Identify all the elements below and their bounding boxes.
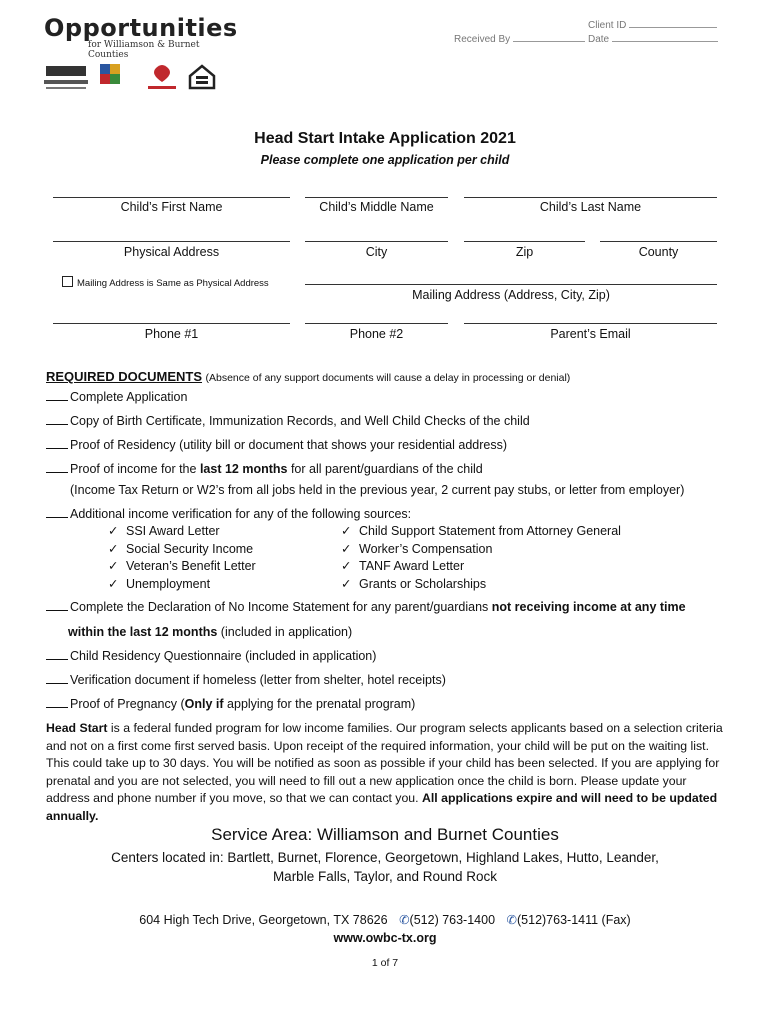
footer-phone: (512) 763-1400 [409,913,496,927]
req-item-birth-certificate [46,413,530,429]
city-label: City [365,245,388,259]
client-id-label: Client ID [588,20,627,31]
req-item-pregnancy [46,696,415,712]
fax-icon: ✆ [506,913,517,927]
source-item [108,523,220,538]
req-item-residency-questionnaire [46,648,376,664]
mailing-same-checkbox[interactable] [62,276,269,289]
req-item-label: Proof of Residency (utility bill or document that shows your residential address) [70,438,508,452]
received-by-field[interactable] [454,31,585,45]
required-heading-title: REQUIRED DOCUMENTS [46,369,203,384]
req-item-no-income [46,599,686,615]
mailing-address-label: Mailing Address (Address, City, Zip) [412,288,610,302]
client-id-field[interactable] [588,17,717,31]
received-by-label: Received By [454,34,511,45]
req-item-label: Copy of Birth Certificate, Immunization Records, and Well Child Checks of the child [70,414,530,428]
page-number: 1 of 7 [371,957,399,969]
source-label: Veteran’s Benefit Letter [126,559,256,573]
program-name: Head Start [46,721,108,735]
checkmark-icon: ✓ [108,524,119,538]
checkmark-icon: ✓ [341,559,352,573]
req-item-label: Complete the Declaration of No Income Statement for any parent/guardians [70,600,492,614]
source-item [341,558,464,573]
client-id-line [629,17,717,28]
page-subtitle: Please complete one application per child [260,153,510,167]
footer-address: 604 High Tech Drive, Georgetown, TX 78626 [139,913,388,927]
source-label: Child Support Statement from Attorney General [359,524,621,538]
source-label: Unemployment [126,577,211,591]
logo-subtitle: for Williamson & Burnet Counties [88,40,200,60]
required-heading [46,369,570,386]
checkmark-icon: ✓ [108,542,119,556]
req-item-label: Additional income verification for any of the following sources: [70,507,412,521]
checkmark-icon: ✓ [108,559,119,573]
req-item-application [46,389,187,405]
middle-name-input[interactable] [305,197,448,198]
logo [44,14,238,60]
req-item-income [46,461,483,477]
last-name-label: Child’s Last Name [539,200,642,214]
program-description [46,720,726,825]
footer-website[interactable]: www.owbc-tx.org [333,931,437,945]
checkmark-icon: ✓ [341,542,352,556]
req-item-residency [46,437,507,453]
service-centers [0,848,770,886]
date-line [612,31,718,42]
req-item-label: Proof of Pregnancy ( [70,697,185,711]
source-item [341,576,486,591]
program-expiry-note: All applications expire and will need to be updated annually. [46,791,718,823]
req-item-additional-income [46,506,411,522]
footer-fax: (512)763-1411 (Fax) [517,913,631,927]
phone2-label: Phone #2 [349,327,404,341]
physical-address-input[interactable] [53,241,290,242]
source-label: Grants or Scholarships [359,577,487,591]
phone2-input[interactable] [305,323,448,324]
source-item [108,576,210,591]
checkbox-icon[interactable] [62,276,73,287]
last-name-input[interactable] [464,197,717,198]
req-item-label: Verification document if homeless (letter from shelter, hotel receipts) [70,673,446,687]
physical-address-label: Physical Address [123,245,220,259]
req-item-label: Proof of income for the [70,462,200,476]
source-label: TANF Award Letter [359,559,465,573]
source-item [341,523,621,538]
phone1-input[interactable] [53,323,290,324]
req-item-label: for all parent/guardians of the child [287,462,483,476]
service-area-title: Service Area: Williamson and Burnet Counties [211,825,559,844]
phone1-label: Phone #1 [144,327,199,341]
source-label: Worker’s Compensation [359,542,493,556]
first-name-input[interactable] [53,197,290,198]
mailing-address-input[interactable] [305,284,717,285]
county-input[interactable] [600,241,717,242]
source-item [108,558,256,573]
req-item-income-note: (Income Tax Return or W2’s from all jobs held in the previous year, 2 current pay stubs, or letter from employer) [70,483,685,497]
partner-logos [44,62,224,94]
first-name-label: Child’s First Name [120,200,223,214]
required-heading-note: (Absence of any support documents will cause a delay in processing or denial) [205,372,571,384]
req-item-label: Complete Application [70,390,188,404]
checkmark-icon: ✓ [108,577,119,591]
program-body: is a federal funded program for low income families. Our program selects applicants based on a selection criteria and not on a first come first served basis. Upon receipt of the required information, your child will be put on the waiting list. This could take up to 30 days. You will be notified as soon as possible if your child has been selected. If you are applying for prenatal and you are not selected, you will need to fill out a new application once the child is born. Please update your address and phone number if you move, so that we can contact you. [46,721,723,805]
mailing-same-label: Mailing Address is Same as Physical Address [77,278,269,289]
parent-email-input[interactable] [464,323,717,324]
req-item-bold: not receiving income at any time [491,600,686,614]
logo-wordmark: Opportunities [44,14,238,42]
zip-label: Zip [515,245,534,259]
req-item-no-income-cont [68,624,352,640]
centers-line-2: Marble Falls, Taylor, and Round Rock [272,869,498,884]
checkmark-icon: ✓ [341,577,352,591]
footer-contact [0,912,770,927]
date-label: Date [588,34,610,45]
centers-line-1: Centers located in: Bartlett, Burnet, Florence, Georgetown, Highland Lakes, Hutto, Leander, [111,850,659,865]
source-label: Social Security Income [126,542,254,556]
date-field[interactable] [588,31,718,45]
parent-email-label: Parent’s Email [550,327,631,341]
req-item-bold: last 12 months [199,462,288,476]
zip-input[interactable] [464,241,585,242]
source-label: SSI Award Letter [126,524,220,538]
page-title: Head Start Intake Application 2021 [254,130,516,147]
source-item [108,541,253,556]
checkmark-icon: ✓ [341,524,352,538]
phone-icon: ✆ [399,913,410,927]
req-item-label: Child Residency Questionnaire (included in application) [70,649,377,663]
partner-logos-icon [44,62,224,94]
req-item-bold: within the last 12 months [68,625,218,639]
req-item-label: (included in application) [217,625,353,639]
middle-name-label: Child’s Middle Name [319,200,434,214]
city-input[interactable] [305,241,448,242]
req-item-label: applying for the prenatal program) [223,697,416,711]
received-by-line [513,31,585,42]
source-item [341,541,492,556]
req-item-homeless [46,672,446,688]
county-label: County [638,245,679,259]
req-item-bold: Only if [184,697,224,711]
